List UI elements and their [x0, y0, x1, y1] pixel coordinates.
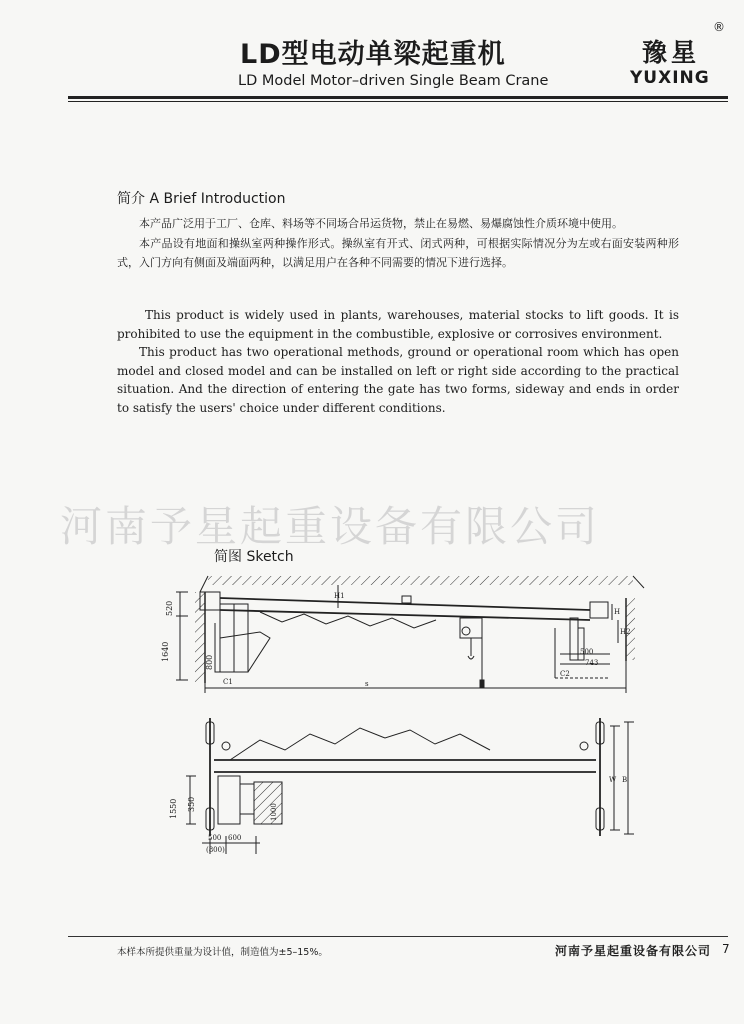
- hook: [468, 656, 474, 659]
- right-end-carriage: [590, 602, 608, 618]
- company-watermark: 河南予星起重设备有限公司: [60, 502, 601, 551]
- plan-cab: [218, 776, 240, 824]
- dim-500b: 500: [208, 834, 222, 842]
- dim-800: 800: [205, 654, 214, 670]
- page-title-english: LD Model Motor–driven Single Beam Crane: [238, 73, 549, 89]
- intro-heading: 简介 A Brief Introduction: [117, 191, 286, 207]
- main-beam-top: [220, 598, 590, 610]
- header-rule-thick: [68, 96, 728, 99]
- dim-b: B: [622, 776, 628, 784]
- intro-paragraph-cn: 本产品设有地面和操纵室两种操作形式。操纵室有开式、闭式两种，可根据实际情况分为左或右面安装两种形式，入门方向有侧面及端面两种，以满足用户在各种不同需要的情况下进行选择。: [117, 237, 679, 269]
- footer-company: 河南予星起重设备有限公司: [555, 944, 712, 958]
- intro-paragraph-cn: 本产品广泛用于工厂、仓库、料场等不同场合吊运货物，禁止在易燃、易爆腐蚀性介质环境中使用。: [139, 217, 623, 230]
- header-rule-thin: [68, 101, 728, 102]
- intro-paragraph-en: This product is widely used in plants, warehouses, material stocks to lift goods. It is prohibited to use the equipment in the combustible, explosive or corrosives environment.: [117, 308, 679, 341]
- dim-span-s: s: [365, 680, 369, 688]
- sketch-heading: 简图 Sketch: [214, 549, 294, 565]
- intro-paragraph-en: This product has two operational methods, ground or operational room which has open model and closed model and can be installed on left or right side according to the practical situation. And the direction of entering the gate has two forms, sideway and ends in order to satisfy the users' choice under different conditions.: [117, 345, 679, 415]
- dim-520: 520: [165, 600, 174, 616]
- dim-h2: H2: [620, 628, 631, 636]
- dim-800b: (800): [206, 846, 225, 854]
- dim-1640: 1640: [161, 641, 170, 662]
- crane-sketch-drawing: [160, 568, 650, 858]
- brand-logo-chinese: 豫星: [642, 38, 701, 67]
- dim-743: 743: [585, 659, 599, 667]
- footer-rule: [68, 936, 728, 937]
- dim-1000: 1000: [270, 803, 278, 821]
- dim-1550: 1550: [169, 798, 178, 819]
- registered-mark: ®: [713, 20, 725, 34]
- footer-note: 本样本所提供重量为设计值，制造值为±5–15%。: [117, 947, 328, 958]
- dim-h: H: [614, 608, 621, 616]
- dim-c2: C2: [560, 670, 570, 678]
- page-number: 7: [722, 942, 730, 956]
- brand-logo-english: YUXING: [630, 68, 710, 88]
- ceiling-hatch: [208, 576, 633, 585]
- dim-350: 350: [187, 796, 196, 812]
- dim-w: W: [609, 776, 617, 784]
- page-title: LD型电动单梁起重机: [240, 39, 506, 70]
- plan-view: [186, 718, 634, 854]
- dim-600: 600: [228, 834, 242, 842]
- beam-box: [402, 596, 411, 603]
- dim-500: 500: [580, 648, 594, 656]
- plan-truss: [230, 728, 490, 760]
- dim-c1: C1: [223, 678, 233, 686]
- dim-h1: H1: [334, 592, 345, 600]
- elevation-view: [176, 576, 644, 693]
